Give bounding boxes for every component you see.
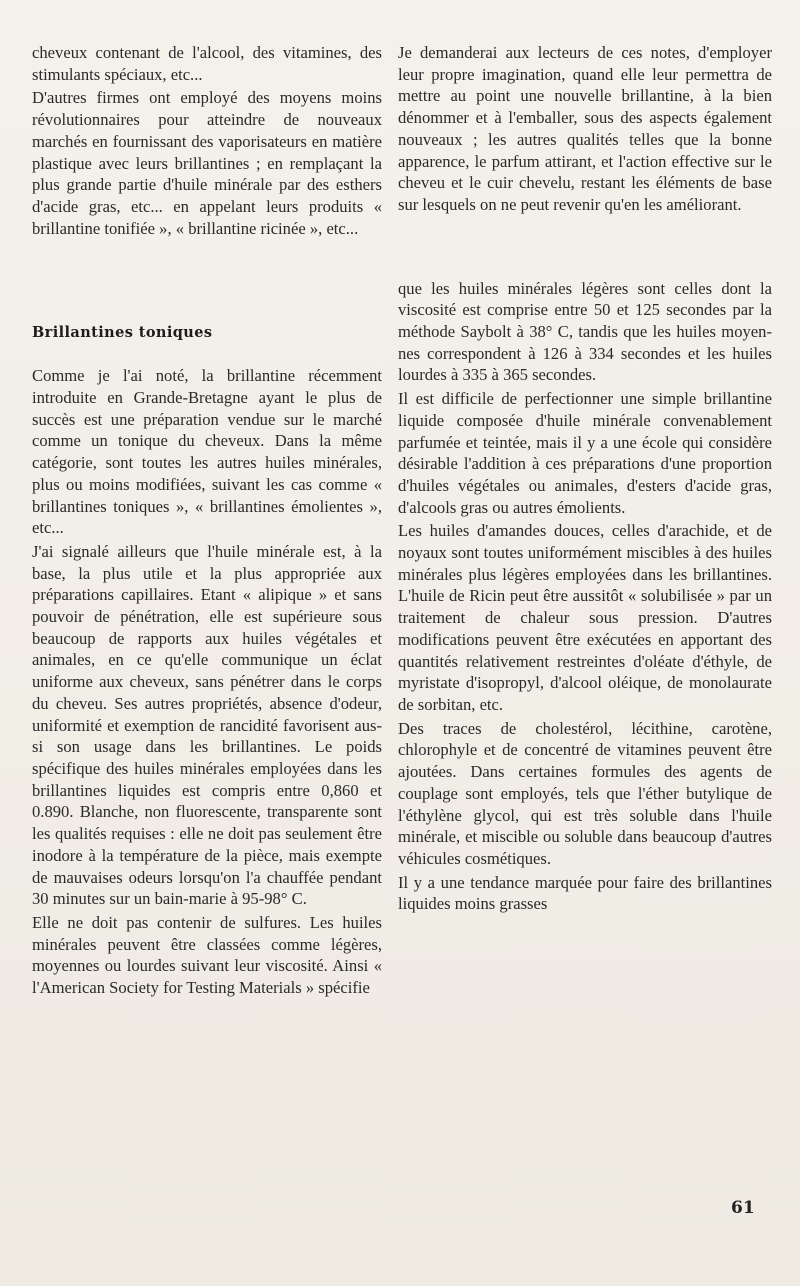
paragraph: J'ai signalé ailleurs que l'huile minérale est, à la base, la plus utile et la plus appropriée aux préparations capillaires. Etant « alipique » et sans pouvoir de pénétration, elle est supérieure sous beaucoup de rapports aux huiles végétales et animales, en ce qu'elle communique un éclat uniforme aux cheveux, sans pénétrer dans le corps du cheveu. Ses autres propriétés, absence d'odeur, uniformité et exemption de rancidité favorisent aussi son usage dans les brillantines. Le poids spécifique des huiles minérales employées dans les brillantines liquides est compris entre 0,860 et 0.890. Blanche, non fluorescente, transparente sont les qualités requises : elle ne doit pas seulement être inodore à la température de la pièce, mais exempte de mauvaises odeurs lorsqu'on l'a chauffée pendant 30 minutes sur un bain-marie à 95-98° C.	[32, 541, 382, 909]
paragraph: Les huiles d'amandes douces, celles d'arachide, et de noyaux sont toutes uniformément miscibles à des huiles minérales plus légères employées dans les brillantines. L'huile de Ricin peut être aussitôt « solubilisée » par un traitement de chaleur sous pression. D'autres modifications peuvent être exécutées en apportant des quantités relativement restreintes d'oléate d'éthyle, de myristate d'isopropyl, d'alcool oléique, de monolaurate de sorbitan, etc.	[398, 521, 772, 714]
page-number: 61	[731, 1198, 755, 1218]
paragraph: Comme je l'ai noté, la brillantine récemment introduite en Grande-Bretagne ayant le plus de succès est une préparation vendue sur le marché comme un tonique du cheveux. Dans la même catégorie, sont toutes les autres huiles minérales, plus ou moins modifiées, suivant les cas comme « brillantines toniques », « brillantines émolientes », etc...	[32, 366, 382, 538]
left-column	[32, 42, 382, 999]
heading-spacer	[32, 343, 382, 365]
paragraph: Il est difficile de perfectionner une simple brillantine liquide composée d'huile minérale convenablement parfumée et teintée, mais il y a une école qui considère désirable l'addition à ces préparations d'une proportion d'huiles végétales ou animales, d'esters d'acide gras, d'alcools gras ou autres émolients.	[398, 389, 772, 517]
section-heading: Brillantines toniques	[32, 324, 213, 342]
section-spacer	[398, 216, 772, 278]
paragraph: Il y a une tendance marquée pour faire des brillantines liquides moins grasses	[398, 872, 772, 914]
paragraph: cheveux contenant de l'alcool, des vitamines, des stimulants spéciaux, etc...	[32, 43, 382, 84]
section-spacer	[32, 239, 382, 323]
paragraph: que les huiles minérales légères sont celles dont la viscosité est comprise entre 50 et 125 secondes par la méthode Saybolt à 38° C, tandis que les huiles moyennes correspondent à 126 à 334 secondes et les huiles lourdes à 335 à 365 secondes.	[398, 278, 772, 385]
paragraph: Je demanderai aux lecteurs de ces notes, d'employer leur propre imagination, quand elle leur permettra de mettre au point une nouvelle brillantine, à la bien dénommer et à l'emballer, sous des aspects également nouveaux ; les autres qualités telles que la bonne apparence, le parfum attirant, et l'action effective sur le cheveu et le cuir chevelu, restant les éléments de base sur lesquels on ne peut revenir qu'en les améliorant.	[398, 43, 772, 214]
paragraph: D'autres firmes ont employé des moyens moins révolutionnaires pour atteindre de nouveaux marchés en fournissant des vaporisateurs en matière plastique avec leurs brillantines ; en remplaçant la plus grande partie d'huile minérale par des esthers d'acide gras, etc... en appelant leurs produits « brillantine tonifiée », « brillantine ricinée », etc...	[32, 88, 382, 238]
paragraph: Des traces de cholestérol, lécithine, carotène, chlorophyle et de concentré de vitamines peuvent être ajoutées. Dans certaines formules des agents de couplage sont employés, tels que l'éther butylique de l'éthylène glycol, qui est très soluble dans l'huile minérale, et miscible ou soluble dans beaucoup d'autres véhicules cosmétiques.	[398, 718, 772, 868]
paragraph: Elle ne doit pas contenir de sulfures. Les huiles minérales peuvent être classées comme légères, moyennes ou lourdes suivant leur viscosité. Ainsi « l'American Society for Testing Materials » spécifie	[32, 912, 382, 998]
right-column	[398, 42, 772, 915]
